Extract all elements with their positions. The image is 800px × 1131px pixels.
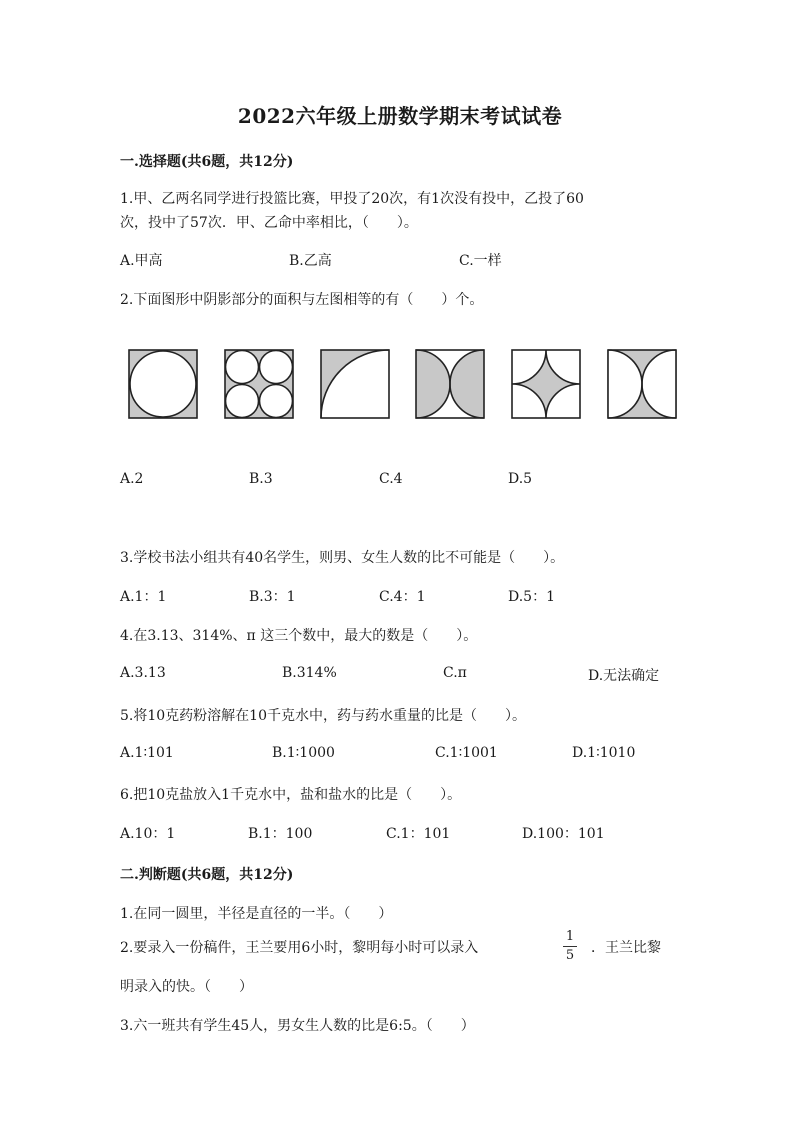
q5-text: 5.将10克药粉溶解在10千克水中，药与药水重量的比是（ ）。 — [120, 708, 526, 724]
q3-option-c: C.4：1 — [379, 589, 426, 605]
q1-line2: 次，投中了57次．甲、乙命中率相比，（ ）。 — [120, 215, 418, 231]
figure-4-two-half-circles — [415, 349, 485, 419]
q3-option-b: B.3：1 — [249, 589, 296, 605]
q2-option-d: D.5 — [508, 471, 533, 487]
q3-option-d: D.5：1 — [508, 589, 555, 605]
page-title: 2022六年级上册数学期末考试试卷 — [237, 104, 563, 128]
figure-3-quarter-circle — [320, 349, 390, 419]
q2-option-b: B.3 — [249, 471, 273, 487]
q1-option-b: B.乙高 — [289, 253, 332, 269]
q1-option-c: C.一样 — [459, 253, 502, 269]
q2-text: 2.下面图形中阴影部分的面积与左图相等的有（ ）个。 — [120, 292, 484, 308]
q6-option-b: B.1：100 — [248, 826, 313, 842]
judge-q2-line1-b: ．王兰比黎 — [591, 940, 661, 956]
fraction-bar — [563, 946, 577, 947]
q5-option-b: B.1∶1000 — [272, 745, 335, 761]
q3-text: 3.学校书法小组共有40名学生，则男、女生人数的比不可能是（ ）。 — [120, 550, 565, 566]
figure-1-circle-in-square — [128, 349, 198, 419]
q2-option-a: A.2 — [120, 471, 144, 487]
q6-option-d: D.100：101 — [522, 826, 605, 842]
q4-option-a: A.3.13 — [120, 665, 166, 681]
q6-option-c: C.1：101 — [386, 826, 451, 842]
q4-text: 4.在3.13、314%、π 这三个数中，最大的数是（ ）。 — [120, 628, 478, 644]
q6-option-a: A.10：1 — [120, 826, 176, 842]
q1-option-a: A.甲高 — [120, 253, 163, 269]
judge-q2-line2: 明录入的快。（ ） — [120, 979, 253, 995]
judge-q2-line1-a: 2.要录入一份稿件，王兰要用6小时，黎明每小时可以录入 — [120, 940, 479, 956]
q4-option-b: B.314% — [282, 665, 337, 681]
q1-line1: 1.甲、乙两名同学进行投篮比赛，甲投了20次，有1次没有投中，乙投了60 — [120, 191, 584, 207]
q5-option-c: C.1∶1001 — [435, 745, 498, 761]
fraction-denominator: 5 — [565, 948, 575, 963]
judge-q3-text: 3.六一班共有学生45人，男女生人数的比是6:5。（ ） — [120, 1018, 475, 1034]
q2-option-c: C.4 — [379, 471, 403, 487]
judge-q1-text: 1.在同一圆里，半径是直径的一半。（ ） — [120, 906, 393, 922]
fraction-numerator: 1 — [565, 929, 575, 944]
figure-2-four-circles — [224, 349, 294, 419]
q5-option-d: D.1∶1010 — [572, 745, 636, 761]
q5-option-a: A.1∶101 — [120, 745, 174, 761]
figure-5-four-quarter-arcs — [511, 349, 581, 419]
q3-option-a: A.1：1 — [120, 589, 167, 605]
section1-heading: 一.选择题(共6题，共12分) — [120, 154, 294, 170]
q6-text: 6.把10克盐放入1千克水中，盐和盐水的比是（ ）。 — [120, 787, 462, 803]
q4-option-c: C.π — [443, 665, 467, 681]
figure-6-top-bottom-half-circles — [607, 349, 677, 419]
fraction-one-fifth — [563, 929, 577, 964]
q4-option-d: D.无法确定 — [588, 668, 660, 684]
section2-heading: 二.判断题(共6题，共12分) — [120, 867, 294, 883]
